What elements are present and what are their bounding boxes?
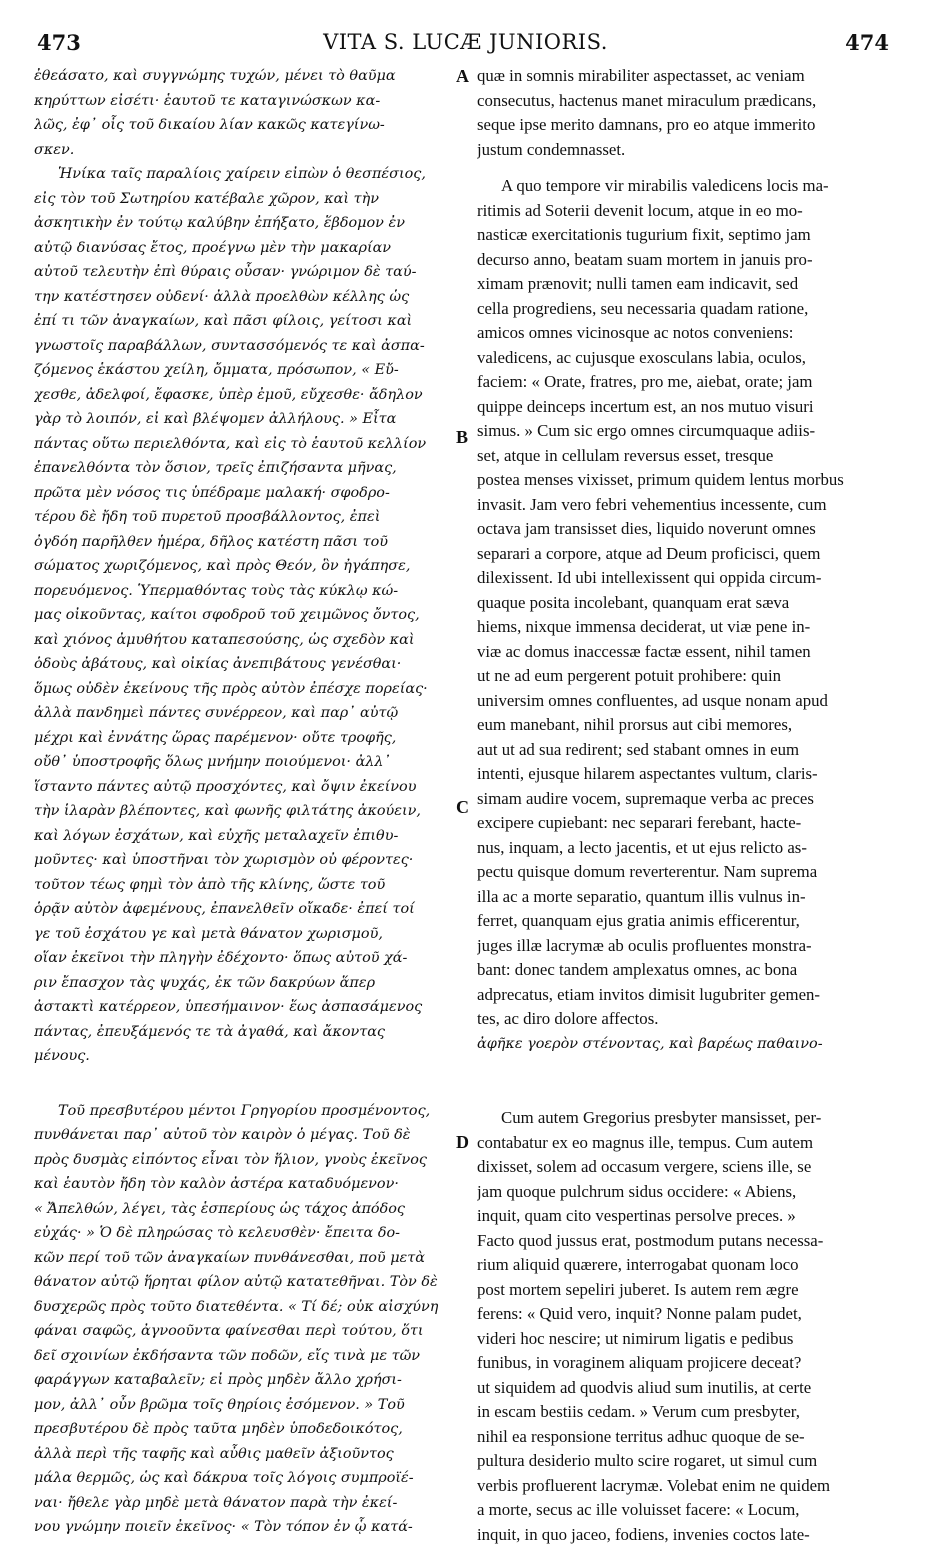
latin-column-greek-line: ἀφῆκε γοερὸν στένοντας, καὶ βαρέως παθαινο- xyxy=(477,1032,902,1057)
text-line: χεσθε, ἀδελφοί, ἔφασκε, ὑπὲρ ἐμοῦ, εὔχεσθε· ἄδηλον xyxy=(34,383,464,408)
text-line: aut ut ad sua redirent; sed stabant omnes in eum xyxy=(477,738,902,763)
page-number-left: 473 xyxy=(37,30,81,55)
text-line: ferret, quanquam ejus gratia animis efficerentur, xyxy=(477,909,902,934)
text-line: viæ ac domus inaccessæ factæ essent, nihil tamen xyxy=(477,640,902,665)
text-line: simam audire vocem, supremaque verba ac preces xyxy=(477,787,902,812)
text-line: γε τοῦ ἐσχάτου γε καὶ μετὰ θάνατον χωρισμοῦ, xyxy=(34,922,464,947)
text-line: θάνατον αὐτῷ ἥρηται φίλον αὐτῷ κατατεθῆναι. Τὸν δὲ xyxy=(34,1270,464,1295)
text-line: funibus, in voraginem aliquam projicere deceat? xyxy=(477,1351,902,1376)
text-line: simus. » Cum sic ergo omnes circumquaque adiis- xyxy=(477,419,902,444)
text-line: A quo tempore vir mirabilis valedicens locis ma- xyxy=(477,174,902,199)
text-line: κηρύττων εἰσέτι· ἑαυτοῦ τε καταγινώσκων κα- xyxy=(34,89,464,114)
text-line: γὰρ τὸ λοιπόν, εἰ καὶ βλέψομεν ἀλλήλους. » Εἶτα xyxy=(34,407,464,432)
text-line: την κατέστησεν οὐδενί· ἀλλὰ προελθὼν κέλλης ὡς xyxy=(34,285,464,310)
text-line: τέρου δὲ ἤδη τοῦ πυρετοῦ προσβάλλοντος, ἐπεὶ xyxy=(34,505,464,530)
running-header xyxy=(0,30,931,62)
latin-paragraph-3 xyxy=(477,1106,902,1547)
text-line: δεῖ σχοινίων ἐκδήσαντα τῶν ποδῶν, εἴς τινὰ με τῶν xyxy=(34,1344,464,1369)
text-line: καὶ χιόνος ἀμυθήτου καταπεσούσης, ὡς σχεδὸν καὶ xyxy=(34,628,464,653)
text-line: κῶν περί τοῦ τῶν ἀναγκαίων πυνθάνεσθαι, ποῦ μετὰ xyxy=(34,1246,464,1271)
text-line: verbis profluerent lacrymæ. Volebat enim ne quidem xyxy=(477,1474,902,1499)
margin-marker-a: A xyxy=(456,66,469,87)
margin-marker-c: C xyxy=(456,797,469,818)
text-line: a morte, secus ac ille voluisset facere: « Locum, xyxy=(477,1498,902,1523)
text-line: ὁδοὺς ἀβάτους, καὶ οἰκίας ἀνεπιβάτους γενέσθαι· xyxy=(34,652,464,677)
text-line: σκεν. xyxy=(34,138,464,163)
text-line: seque ipse merito damnans, pro eo atque immerito xyxy=(477,113,902,138)
text-line: γνωστοῖς παραβάλλων, συντασσόμενός τε καὶ ἀσπα- xyxy=(34,334,464,359)
text-line: decurso anno, beatam suam mortem in januis pro- xyxy=(477,248,902,273)
text-line: μας οἰκοῦντας, καίτοι σφοδροῦ τοῦ χειμῶνος ὄντος, xyxy=(34,603,464,628)
text-line: hiems, nixque immensa deciderat, ut viæ pene in- xyxy=(477,615,902,640)
text-line: αὐτοῦ τελευτὴν ἐπὶ θύραις οὖσαν· γνώριμον δὲ ταύ- xyxy=(34,260,464,285)
text-line: ὀγδόη παρῆλθεν ἡμέρα, δῆλος κατέστη πᾶσι τοῦ xyxy=(34,530,464,555)
text-line: καὶ ἑαυτὸν ἤδη τὸν καλὸν ἀστέρα καταδυόμενον· xyxy=(34,1172,464,1197)
text-line: octava jam transisset dies, liquido noverunt omnes xyxy=(477,517,902,542)
text-line: ἵσταντο πάντες αὐτῷ προσχόντες, καὶ ὄψιν ἐκείνου xyxy=(34,775,464,800)
text-line: inquit, in quo jaceo, fodiens, invenies coctos late- xyxy=(477,1523,902,1547)
text-line: μένους. xyxy=(34,1044,464,1069)
text-line: consecutus, hactenus manet miraculum prædicans, xyxy=(477,89,902,114)
text-line: pectu quisque domum reverterentur. Nam suprema xyxy=(477,860,902,885)
text-line: bant: donec tandem amplexatus omnes, ac bona xyxy=(477,958,902,983)
text-line: quippe deinceps incertum est, an nos mutuo visuri xyxy=(477,395,902,420)
text-line: excipere cupiebant: nec separari ferebant, hacte- xyxy=(477,811,902,836)
latin-paragraph-2 xyxy=(477,174,902,1032)
text-line: ut siquidem ad quodvis aliud sum inutilis, at certe xyxy=(477,1376,902,1401)
text-line: καὶ λόγων ἐσχάτων, καὶ εὐχῆς μεταλαχεῖν ἐπιθυ- xyxy=(34,824,464,849)
text-line: πρεσβυτέρου δὲ πρὸς ταῦτα μηδὲν ὑποδεδοικότος, xyxy=(34,1417,464,1442)
greek-column xyxy=(34,64,464,1540)
text-line: ritimis ad Soterii devenit locum, atque in eo mo- xyxy=(477,199,902,224)
text-line: ἐπί τι τῶν ἀναγκαίων, καὶ πᾶσι φίλοις, γείτοσι καὶ xyxy=(34,309,464,334)
text-line: αὐτῷ διανύσας ἔτος, προέγνω μὲν τὴν μακαρίαν xyxy=(34,236,464,261)
text-line: nasticæ exercitationis tugurium fixit, septimo jam xyxy=(477,223,902,248)
text-line: ἀστακτὶ κατέρρεον, ὑπεσήμαινον· ἕως ἀσπασάμενος xyxy=(34,995,464,1020)
text-line: τὴν ἱλαρὰν βλέποντες, καὶ φωνῆς φιλτάτης ἀκούειν, xyxy=(34,799,464,824)
text-line: μοῦντες· καὶ ὑποστῆναι τὸν χωρισμὸν οὐ φέροντες· xyxy=(34,848,464,873)
text-line: ναι· ἤθελε γὰρ μηδὲ μετὰ θάνατον παρὰ τὴν ἐκεί- xyxy=(34,1491,464,1516)
text-line: valedicens, ac cujusque exosculans labia, oculos, xyxy=(477,346,902,371)
text-line: postea menses vixisset, primum quidem lentus morbus xyxy=(477,468,902,493)
text-line: πορευόμενος. Ὑπερμαθόντας τοὺς τὰς κύκλῳ κώ- xyxy=(34,579,464,604)
margin-marker-d: D xyxy=(456,1132,469,1153)
greek-paragraph-1 xyxy=(34,64,464,162)
text-line: juges illæ lacrymæ ab oculis profluentes monstra- xyxy=(477,934,902,959)
text-line: φάναι σαφῶς, ἀγνοοῦντα φαίνεσθαι περὶ τούτου, ὅτι xyxy=(34,1319,464,1344)
latin-paragraph-1 xyxy=(477,64,902,162)
text-line: Τοῦ πρεσβυτέρου μέντοι Γρηγορίου προσμένοντος, xyxy=(34,1099,464,1124)
text-line: ὅμως οὐδὲν ἐκείνους τῆς πρὸς αὐτὸν ἐπέσχε πορείας· xyxy=(34,677,464,702)
text-line: νου γνώμην ποιεῖν ἐκεῖνος· « Τὸν τόπον ἐν ᾧ κατά- xyxy=(34,1515,464,1540)
text-line: ἐθεάσατο, καὶ συγγνώμης τυχών, μένει τὸ θαῦμα xyxy=(34,64,464,89)
text-line: ut ne ad eum pergerent potuit prohibere: quin xyxy=(477,664,902,689)
text-line: πρὸς δυσμὰς εἰπόντος εἶναι τὸν ἥλιον, γνοὺς ἐκεῖνος xyxy=(34,1148,464,1173)
text-line: eum manebant, nihil prorsus aut cibi memores, xyxy=(477,713,902,738)
text-line: οἵαν ἐκεῖνοι τὴν πληγὴν ἐδέχοντο· ὅπως αὐτοῦ χά- xyxy=(34,946,464,971)
text-line: inquit, quam cito vespertinas persolve preces. » xyxy=(477,1204,902,1229)
text-line: πρῶτα μὲν νόσος τις ὑπέδραμε μαλακή· σφοδρο- xyxy=(34,481,464,506)
text-line: τοῦτον τέως φημὶ τὸν ἀπὸ τῆς κλίνης, ὥστε τοῦ xyxy=(34,873,464,898)
text-line: ἀλλὰ περὶ τῆς ταφῆς καὶ αὖθις μαθεῖν ἀξιοῦντος xyxy=(34,1442,464,1467)
text-line: invasit. Jam vero febri vehementius incessente, cum xyxy=(477,493,902,518)
page-number-right: 474 xyxy=(845,30,889,55)
text-line: videri hoc nescire; ut nimirum ligatis e pedibus xyxy=(477,1327,902,1352)
text-line: φαράγγων καταβαλεῖν; εἰ πρὸς μηδὲν ἄλλο χρήσι- xyxy=(34,1368,464,1393)
text-line: set, atque in cellulam reversus esset, tresque xyxy=(477,444,902,469)
text-line: ἀσκητικὴν ἐν τούτῳ καλύβην ἐπήξατο, ἕβδομον ἐν xyxy=(34,211,464,236)
text-line: faciem: « Orate, fratres, pro me, aiebat, orate; jam xyxy=(477,370,902,395)
text-line: universim omnes confluentes, ad usque nonam apud xyxy=(477,689,902,714)
text-line: ferens: « Quid vero, inquit? Nonne palam pudet, xyxy=(477,1302,902,1327)
text-line: illa ac a morte separatio, quantum illis vulnus in- xyxy=(477,885,902,910)
latin-column xyxy=(477,64,902,1547)
greek-paragraph-2 xyxy=(34,162,464,1069)
text-line: πυνθάνεται παρ᾽ αὐτοῦ τὸν καιρὸν ὁ μέγας. Τοῦ δὲ xyxy=(34,1123,464,1148)
running-title: VITA S. LUCÆ JUNIORIS. xyxy=(0,30,931,54)
text-line: Ἡνίκα ταῖς παραλίοις χαίρειν εἰπὼν ὁ θεσπέσιος, xyxy=(34,162,464,187)
text-line: ximam prænovit; nulli tamen eam indicavit, sed xyxy=(477,272,902,297)
text-line: dilexissent. Id ubi intellexissent qui oppida circum- xyxy=(477,566,902,591)
text-line: quaque posita incolebant, quanquam erat sæva xyxy=(477,591,902,616)
text-line: dixisset, solem ad occasum vergere, sciens ille, se xyxy=(477,1155,902,1180)
text-line: μέχρι καὶ ἐννάτης ὥρας παρέμενον· οὔτε τροφῆς, xyxy=(34,726,464,751)
text-line: οὔθ᾽ ὑποστροφῆς ὅλως μνήμην ποιούμενοι· ἀλλ᾽ xyxy=(34,750,464,775)
text-line: δυσχερῶς πρὸς τοῦτο διατεθέντα. « Τί δέ; οὐκ αἰσχύνη xyxy=(34,1295,464,1320)
text-line: nihil ea responsione territus adhuc quoque de se- xyxy=(477,1425,902,1450)
text-line: intenti, ejusque hilarem aspectantes vultum, claris- xyxy=(477,762,902,787)
margin-marker-b: B xyxy=(456,427,468,448)
text-line: πάντας οὕτω περιελθόντα, καὶ εἰς τὸ ἑαυτοῦ κελλίον xyxy=(34,432,464,457)
text-line: λῶς, ἐφ᾽ οἷς τοῦ δικαίου λίαν κακῶς κατεγίνω- xyxy=(34,113,464,138)
text-line: ριν ἔπασχον τὰς ψυχάς, ἐκ τῶν δακρύων ἅπερ xyxy=(34,971,464,996)
text-line: μον, ἀλλ᾽ οὖν βρῶμα τοῖς θηρίοις ἐσόμενον. » Τοῦ xyxy=(34,1393,464,1418)
text-line: rium aliquid quærere, interrogabat quonam loco xyxy=(477,1253,902,1278)
text-line: ζόμενος ἑκάστου χείλη, ὄμματα, πρόσωπον, « Εὔ- xyxy=(34,358,464,383)
text-line: ἀλλὰ πανδημεὶ πάντες συνέρρεον, καὶ παρ᾽ αὐτῷ xyxy=(34,701,464,726)
text-line: amicos omnes vicinosque ac notos conveniens: xyxy=(477,321,902,346)
text-line: ἐπανελθόντα τὸν ὅσιον, τρεῖς ἐπιζήσαντα μῆνας, xyxy=(34,456,464,481)
text-line: Facto quod jussus erat, postmodum putans necessa- xyxy=(477,1229,902,1254)
text-line: εἰς τὸν τοῦ Σωτηρίου κατέβαλε χῶρον, καὶ τὴν xyxy=(34,187,464,212)
text-line: quæ in somnis mirabiliter aspectasset, ac veniam xyxy=(477,64,902,89)
text-line: contabatur ex eo magnus ille, tempus. Cum autem xyxy=(477,1131,902,1156)
text-line: in escam bestiis cedam. » Verum cum presbyter, xyxy=(477,1400,902,1425)
text-line: tes, ac diro dolore affectos. xyxy=(477,1007,902,1032)
text-line: pultura desiderio multo scire rogaret, ut simul cum xyxy=(477,1449,902,1474)
text-line: nus, inquam, a lecto jacentis, et ut ejus relicto as- xyxy=(477,836,902,861)
text-line: post mortem sepeliri juberet. Is autem rem ægre xyxy=(477,1278,902,1303)
text-line: σώματος χωριζόμενος, καὶ πρὸς Θεόν, ὃν ἠγάπησε, xyxy=(34,554,464,579)
text-line: adprecatus, etiam invitos dimisit lugubriter gemen- xyxy=(477,983,902,1008)
text-line: cella progrediens, seu necessaria quadam ratione, xyxy=(477,297,902,322)
text-line: ὁρᾷν αὐτὸν ἀφεμένους, ἐπανελθεῖν οἴκαδε· ἐπεί τοί xyxy=(34,897,464,922)
text-line: εὐχάς· » Ὁ δὲ πληρώσας τὸ κελευσθὲν· ἔπειτα δο- xyxy=(34,1221,464,1246)
text-line: πάντας, ἐπευξάμενός τε τὰ ἀγαθά, καὶ ἄκοντας xyxy=(34,1020,464,1045)
greek-paragraph-3 xyxy=(34,1099,464,1540)
text-line: justum condemnasset. xyxy=(477,138,902,163)
text-line: μάλα θερμῶς, ὡς καὶ δάκρυα τοῖς λόγοις συμπροϊέ- xyxy=(34,1466,464,1491)
text-line: Cum autem Gregorius presbyter mansisset, per- xyxy=(477,1106,902,1131)
text-line: separari a corpore, atque ad Deum proficisci, quem xyxy=(477,542,902,567)
text-line: jam quoque pulchrum sidus occidere: « Abiens, xyxy=(477,1180,902,1205)
text-line: « Ἄπελθών, λέγει, τὰς ἑσπερίους ὡς τάχος ἀπόδος xyxy=(34,1197,464,1222)
